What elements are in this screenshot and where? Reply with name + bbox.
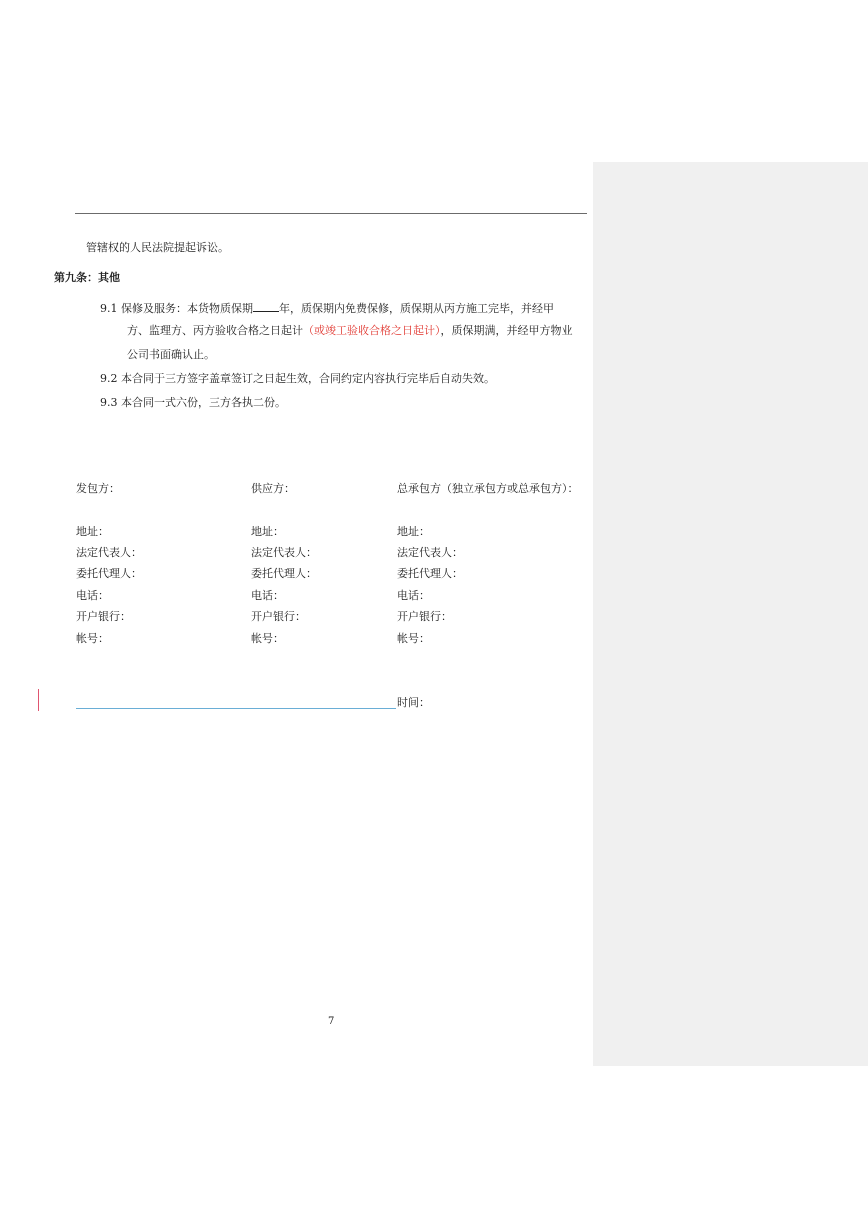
clause-9-1-text-d: ，质保期满，并经甲方物业: [440, 324, 573, 337]
header-rule: [75, 213, 587, 214]
party-1-title: 发包方：: [76, 482, 120, 495]
party-3-account: 帐号：: [397, 632, 430, 645]
clause-9-1-line1: [100, 300, 554, 316]
clause-9-1-line3: 公司书面确认止。: [127, 348, 215, 361]
time-label: 时间：: [397, 696, 430, 709]
clause-9-1-text-c: 方、监理方、丙方验收合格之日起计: [127, 324, 303, 337]
clause-9-1-text-a: 9.1 保修及服务：本货物质保期: [100, 302, 253, 315]
party-2-phone: 电话：: [251, 589, 284, 602]
clause-9-1-text-b: 年，质保期内免费保修，质保期从丙方施工完毕，并经甲: [279, 302, 554, 315]
party-3-legal-rep: 法定代表人：: [397, 546, 463, 559]
signature-line: [76, 708, 396, 709]
page-number: 7: [328, 1016, 335, 1027]
party-1-account: 帐号：: [76, 632, 109, 645]
party-1-agent: 委托代理人：: [76, 567, 142, 580]
party-3-bank: 开户银行：: [397, 610, 452, 623]
party-1-bank: 开户银行：: [76, 610, 131, 623]
continuation-text: 管辖权的人民法院提起诉讼。: [86, 241, 229, 254]
party-1-address: 地址：: [76, 525, 109, 538]
clause-9-2: 9.2 本合同于三方签字盖章签订之日起生效，合同约定内容执行完毕后自动失效。: [100, 372, 495, 385]
clause-9-1-line2: [127, 324, 573, 338]
party-1-phone: 电话：: [76, 589, 109, 602]
party-3-title: 总承包方（独立承包方或总承包方）：: [397, 482, 579, 495]
comment-pane: [593, 162, 868, 1066]
text-cursor: [38, 689, 39, 711]
warranty-years-blank: [253, 300, 279, 312]
party-3-phone: 电话：: [397, 589, 430, 602]
party-3-agent: 委托代理人：: [397, 567, 463, 580]
party-2-account: 帐号：: [251, 632, 284, 645]
party-2-legal-rep: 法定代表人：: [251, 546, 317, 559]
section-title: 第九条：其他: [54, 271, 120, 284]
party-2-agent: 委托代理人：: [251, 567, 317, 580]
party-2-title: 供应方：: [251, 482, 295, 495]
party-2-bank: 开户银行：: [251, 610, 306, 623]
party-1-legal-rep: 法定代表人：: [76, 546, 142, 559]
party-2-address: 地址：: [251, 525, 284, 538]
revision-insert: （或竣工验收合格之日起计）: [303, 324, 441, 337]
party-3-address: 地址：: [397, 525, 430, 538]
clause-9-3: 9.3 本合同一式六份，三方各执二份。: [100, 396, 286, 409]
